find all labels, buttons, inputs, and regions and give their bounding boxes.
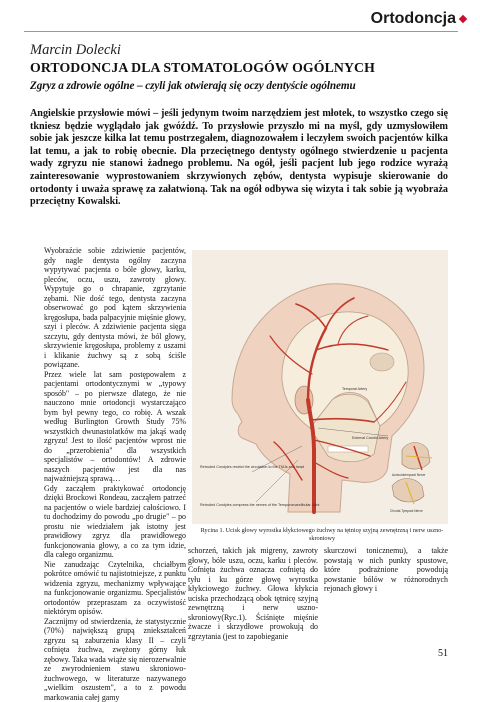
label-retruded-circulation: Retruded Condyles restrict the circulation to the TMJs and head	[200, 465, 304, 469]
section-header	[0, 10, 480, 32]
section-diamond-icon	[459, 15, 467, 23]
article-author: Marcin Dolecki	[30, 42, 121, 59]
label-retruded-nerves: Retruded Condyles compress the nerves of the Temporomandibular Joint	[200, 503, 319, 507]
article-subtitle: Zgryz a zdrowie ogólne – czyli jak otwierają się oczy dentyście ogólnemu	[30, 80, 356, 92]
body-column-right: skurczowi tonicznemu), a także powstają w nich punkty spustowe, które podrażnione powodują powstanie bólów w różnorodnych rejonach głowy i	[324, 546, 448, 594]
header-rule	[24, 31, 458, 32]
anatomy-illustration	[192, 250, 448, 524]
label-auriculotemporal-nerve: Auriculotemporal Nerve	[392, 473, 426, 477]
body-paragraph: Zacznijmy od stwierdzenia, że statystycznie (70%) największą grupą zniekształceń zgryzu są zaburzenia klasy II – czyli cofnięta żuchwa, zwężony górny łuk zębowy. Taka wada wiąże się nierozerwalnie ze zwyrodnieniem stawu skroniowo-żuchwowego, w literaturze nazywanego „wielkim oszustem", a to z powodu markowania całej gamy	[44, 617, 186, 702]
section-title: Ortodoncja	[371, 10, 456, 28]
body-column-middle: schorzeń, takich jak migreny, zawroty głowy, bóle uszu, oczu, karku i pleców. Cofnięta żuchwa oznacza cofniętą do tyłu i ku górze głowę wyrostka kłykciowego żuchwy. Głowa kłykcia uciska przechodzącą obok tętnicę szyjną zewnętrzną i nerw uszno-skroniowy(Ryc.1). Ściśnięte mięśnie żwacze i skrzydłowe prowokują do zgrzytania (jest to zapobieganie	[188, 546, 318, 641]
figure-caption: Rycina 1. Ucisk głowy wyrostka kłykciowego żuchwy na tętnicę szyjną zewnętrzną i nerw uszno-skroniowy	[196, 527, 448, 544]
anatomy-figure	[192, 250, 448, 524]
label-temporal-artery: Temporal Artery	[342, 387, 367, 391]
article-lead: Angielskie przysłowie mówi – jeśli jedynym twoim narzędziem jest młotek, to wszystko czego się tkniesz będzie wyglądało jak gwóźdź. To przysłowie przyszło mi na myśl, gdy uzmysłowiłem sobie jak jeszcze kilka lat temu postrzegałem, diagnozowałem i leczyłem swoich pacjentów kilka lat temu, a jak to robię obecnie. Dla przeciętnego dentysty ogólnego stwierdzenie u pacjenta wady zgryzu nie stanowi żadnego problemu. Na ogół, jeśli pacjent lub jego rodzice wyrażą zainteresowanie wyprostowaniem skrzywionych zębów, dentysta wypisuje skierowanie do ortodonty i uważa sprawę za załatwioną. Tak na ogół odbywa się wizyta i tak sobie ją wyobraża przeciętny Kowalski.	[30, 108, 448, 209]
body-column-left	[44, 246, 186, 702]
body-paragraph: Przez wiele lat sam postępowałem z pacjentami ortodontycznymi w „typowy sposób" – po pierwsze dlatego, że nie nauczono mnie ortodoncji wystarczająco bym był pewny tego, co robię. A wszak według Burlington Growth Study 75% wszystkich dwunastolatków ma jakąś wadę zgryzu! Jest to ilość pacjentów wprost nie do „przerobienia" dla wszystkich specjalistów – ortodontów! A zdrowie naszych pacjentów jest dla nas najważniejszą sprawą…	[44, 370, 186, 484]
article-title: ORTODONCJA DLA STOMATOLOGÓW OGÓLNYCH	[30, 60, 375, 76]
label-external-carotid: External Carotid Artery	[352, 436, 388, 440]
body-paragraph: Nie zanudzając Czytelnika, chciałbym pokrótce omówić tu najistotniejsze, z punktu widzenia zgryzu, mechanizmy wpływające na funkcjonowanie organizmu. Specjalistów ortodontów przepraszam za oczywistość niektórym opisów.	[44, 560, 186, 617]
label-chorda-tympani: Chorda Tympani Nerve	[390, 509, 423, 513]
page-number: 51	[438, 648, 448, 659]
body-paragraph: Wyobraźcie sobie zdziwienie pacjentów, gdy nagle dentysta ogólny zaczyna wypytywać pacjenta o bóle głowy, karku, pleców, oczu, uszu, zawroty głowy. Wypytuje go o chrapanie, zgrzytanie zębami. Nie dość tego, dentysta zaczyna obserwować go pod kątem skrzywienia kręgosłupa, bada palpacyjnie mięśnie głowy, szyi i pleców. A zdziwienie pacjenta sięga szczytu, gdy dentysta mówi, że ból głowy, skrzywienie kręgosłupa, problemy z uszami i klikanie żuchwy są z sobą ściśle powiązane.	[44, 246, 186, 370]
body-paragraph: Gdy zacząłem praktykować ortodoncję dzięki Brockowi Rondeau, zacząłem patrzeć na pacjentów o wiele bardziej całościowo. I tu dochodzimy do powodu „po drugie" – po prostu nie wiedziałem jak istotny jest prawidłowy zgryz dla prawidłowego funkcjonowania głowy, a co za tym idzie, dla całego organizmu.	[44, 484, 186, 560]
eye-socket	[370, 353, 394, 371]
